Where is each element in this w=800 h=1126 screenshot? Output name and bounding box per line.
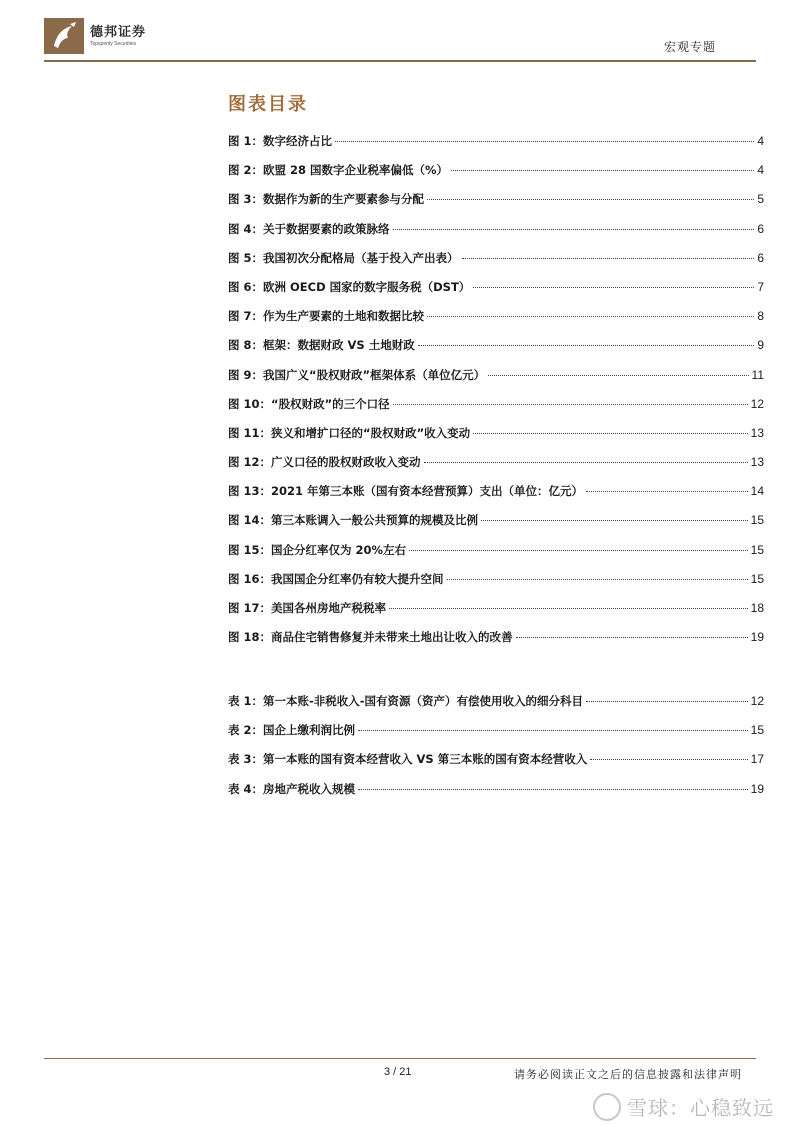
figure-entry[interactable]: [228, 599, 764, 628]
dot-leader: [586, 491, 748, 492]
dot-leader: [451, 170, 754, 171]
dot-leader: [427, 199, 754, 200]
figure-entry[interactable]: [228, 307, 764, 336]
header-divider: [44, 60, 756, 62]
dot-leader: [409, 550, 748, 551]
legal-disclaimer: 请务必阅读正文之后的信息披露和法律声明: [514, 1068, 742, 1081]
table-list: [228, 692, 764, 809]
figure-entry[interactable]: [228, 395, 764, 424]
dot-leader: [424, 462, 748, 463]
figure-entry[interactable]: [228, 220, 764, 249]
table-entry-page: 17: [750, 752, 764, 767]
dot-leader: [393, 404, 748, 405]
figure-entry-page: 18: [750, 601, 764, 615]
figure-entry-label: 图 18：商品住宅销售修复并未带来土地出让收入的改善: [228, 630, 513, 645]
company-logo: [44, 18, 154, 54]
logo-name-en: Topsperity Securities: [90, 40, 137, 47]
dot-leader: [427, 316, 754, 317]
dot-leader: [586, 701, 748, 702]
figure-entry-page: 13: [750, 455, 764, 470]
figure-entry[interactable]: [228, 628, 764, 657]
section-title: 宏观专题: [663, 40, 716, 54]
figure-entry-label: 图 10：“股权财政”的三个口径: [228, 396, 390, 411]
dot-leader: [358, 789, 748, 790]
figure-entry-page: 9: [757, 338, 764, 353]
logo-emblem-icon: [44, 18, 84, 54]
toc-heading: 图表目录: [228, 94, 308, 115]
table-entry-page: 15: [750, 723, 764, 738]
dot-leader: [389, 608, 748, 609]
watermark: [593, 1092, 774, 1121]
dot-leader: [393, 229, 755, 230]
figure-entry-label: 图 6：欧洲 OECD 国家的数字服务税（DST）: [228, 279, 471, 294]
figure-entry[interactable]: [228, 482, 764, 511]
table-entry-label: 表 2：国企上缴利润比例: [228, 723, 356, 738]
table-entry-page: 12: [750, 694, 764, 708]
figure-entry-label: 图 12：广义口径的股权财政收入变动: [228, 455, 421, 470]
figure-entry[interactable]: [228, 424, 764, 453]
watermark-text: 雪球：心稳致远: [627, 1096, 774, 1120]
figure-entry-label: 图 15：国企分红率仅为 20%左右: [228, 542, 407, 557]
figure-entry[interactable]: [228, 541, 764, 570]
dot-leader: [473, 433, 748, 434]
figure-entry-label: 图 14：第三本账调入一般公共预算的规模及比例: [228, 513, 479, 528]
table-entry[interactable]: [228, 692, 764, 721]
table-entry[interactable]: [228, 780, 764, 809]
figure-entry-page: 14: [750, 484, 764, 499]
dot-leader: [488, 375, 748, 376]
figure-entry-page: 11: [751, 367, 764, 382]
figure-list: [228, 132, 764, 657]
dot-leader: [516, 637, 748, 638]
figure-entry-page: 13: [750, 425, 764, 440]
figure-entry-page: 12: [750, 396, 764, 411]
figure-entry[interactable]: [228, 161, 764, 190]
figure-entry[interactable]: [228, 453, 764, 482]
dot-leader: [358, 730, 748, 731]
footer-divider: [44, 1058, 756, 1059]
table-entry-label: 表 3：第一本账的国有资本经营收入 VS 第三本账的国有资本经营收入: [228, 752, 588, 767]
table-entry-label: 表 4：房地产税收入规模: [228, 781, 356, 796]
figure-entry[interactable]: [228, 336, 764, 365]
table-entry[interactable]: [228, 721, 764, 750]
figure-entry-label: 图 4：关于数据要素的政策脉络: [228, 221, 390, 236]
dot-leader: [473, 287, 754, 288]
figure-entry[interactable]: [228, 366, 764, 395]
figure-entry-page: 7: [757, 279, 764, 294]
figure-entry-label: 图 2：欧盟 28 国数字企业税率偏低（%）: [228, 163, 449, 178]
figure-entry-label: 图 7：作为生产要素的土地和数据比较: [228, 309, 425, 324]
logo-name-cn: 德邦证券: [90, 24, 147, 40]
figure-entry-label: 图 17：美国各州房地产税税率: [228, 601, 387, 615]
figure-entry-page: 5: [757, 192, 764, 207]
snowball-icon: [593, 1093, 621, 1121]
figure-entry-label: 图 9：我国广义“股权财政”框架体系（单位亿元）: [228, 367, 486, 382]
table-entry-label: 表 1：第一本账-非税收入-国有资源（资产）有偿使用收入的细分科目: [228, 694, 584, 708]
figure-entry-label: 图 1：数字经济占比: [228, 134, 333, 148]
figure-entry-page: 4: [757, 163, 764, 178]
figure-entry-page: 15: [750, 513, 764, 528]
dot-leader: [418, 345, 755, 346]
figure-entry-page: 4: [757, 134, 764, 148]
dot-leader: [481, 520, 748, 521]
figure-entry[interactable]: [228, 190, 764, 219]
figure-entry-label: 图 16：我国国企分红率仍有较大提升空间: [228, 571, 444, 586]
figure-entry[interactable]: [228, 249, 764, 278]
figure-entry-label: 图 5：我国初次分配格局（基于投入产出表）: [228, 250, 459, 265]
figure-entry-label: 图 13：2021 年第三本账（国有资本经营预算）支出（单位：亿元）: [228, 484, 584, 499]
dot-leader: [590, 759, 747, 760]
figure-entry-page: 15: [750, 571, 764, 586]
figure-entry-label: 图 3：数据作为新的生产要素参与分配: [228, 192, 425, 207]
figure-entry[interactable]: [228, 511, 764, 540]
dot-leader: [447, 579, 748, 580]
figure-entry[interactable]: [228, 132, 764, 161]
figure-entry-page: 15: [750, 542, 764, 557]
figure-entry-page: 19: [750, 630, 764, 645]
page-number: 3 / 21: [384, 1066, 412, 1078]
figure-entry[interactable]: [228, 570, 764, 599]
dot-leader: [335, 141, 754, 142]
table-entry-page: 19: [750, 781, 764, 796]
figure-entry-page: 6: [757, 250, 764, 265]
dot-leader: [462, 258, 755, 259]
figure-entry-page: 8: [757, 309, 764, 324]
figure-entry[interactable]: [228, 278, 764, 307]
figure-entry-page: 6: [757, 221, 764, 236]
table-entry[interactable]: [228, 750, 764, 779]
figure-entry-label: 图 11：狭义和增扩口径的“股权财政”收入变动: [228, 425, 471, 440]
figure-entry-label: 图 8：框架：数据财政 VS 土地财政: [228, 338, 415, 353]
